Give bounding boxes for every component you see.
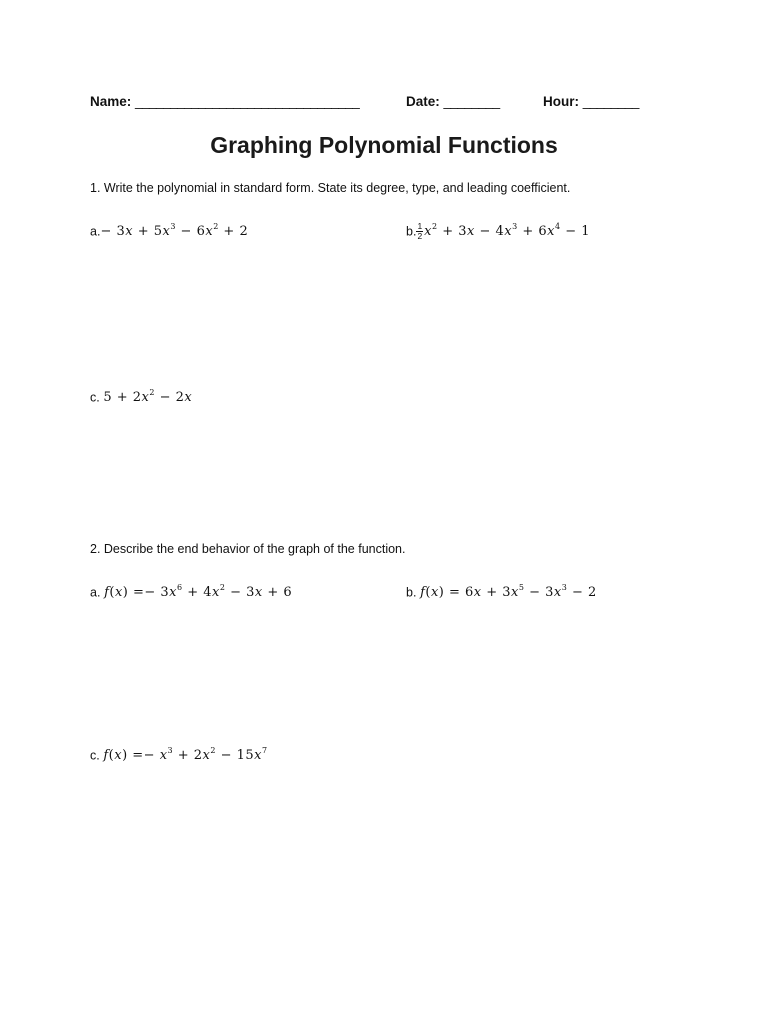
- page-title: Graphing Polynomial Functions: [210, 132, 558, 158]
- hour-blank[interactable]: ________: [582, 94, 639, 109]
- item-label: a.: [90, 224, 101, 239]
- question-1-prompt: 1. Write the polynomial in standard form. State its degree, type, and leading coefficient.: [90, 181, 571, 195]
- hour-field[interactable]: [543, 94, 639, 109]
- fraction-one-half: $\frac{1}{2}$: [417, 221, 423, 242]
- math-expression: 𝑓(𝑥) =− 3𝑥$^6$ + 4𝑥$^2$ − 3𝑥 + 6: [104, 583, 293, 601]
- item-label: c.: [90, 748, 100, 763]
- name-blank[interactable]: ________________________________: [135, 94, 360, 109]
- date-blank[interactable]: ________: [443, 94, 500, 109]
- question-1b: [406, 220, 590, 241]
- math-expression: − 3𝑥 + 5𝑥$^3$ − 6𝑥$^2$ + 2: [100, 222, 249, 240]
- question-2-prompt: 2. Describe the end behavior of the graph of the function.: [90, 542, 406, 556]
- question-2c: [90, 744, 268, 764]
- item-label: b.: [406, 585, 417, 600]
- hour-label: Hour:: [543, 94, 579, 109]
- math-expression: 𝑥$^2$ + 3𝑥 − 4𝑥$^3$ + 6𝑥$^4$ − 1: [424, 222, 591, 240]
- name-label: Name:: [90, 94, 132, 109]
- item-label: c.: [90, 390, 100, 405]
- question-2a: [90, 581, 292, 601]
- item-label: b.: [406, 224, 417, 239]
- item-label: a.: [90, 585, 101, 600]
- question-1a: [90, 220, 248, 240]
- date-field[interactable]: [406, 94, 500, 109]
- question-1c: [90, 386, 192, 406]
- date-label: Date:: [406, 94, 440, 109]
- name-field[interactable]: [90, 94, 359, 109]
- math-expression: 𝑓(𝑥) =− 𝑥$^3$ + 2𝑥$^2$ − 15𝑥$^7$: [103, 746, 268, 764]
- question-2b: [406, 581, 597, 601]
- math-expression: 𝑓(𝑥) = 6𝑥 + 3𝑥$^5$ − 3𝑥$^3$ − 2: [420, 583, 597, 601]
- math-expression: 5 + 2𝑥$^2$ − 2𝑥: [103, 388, 193, 406]
